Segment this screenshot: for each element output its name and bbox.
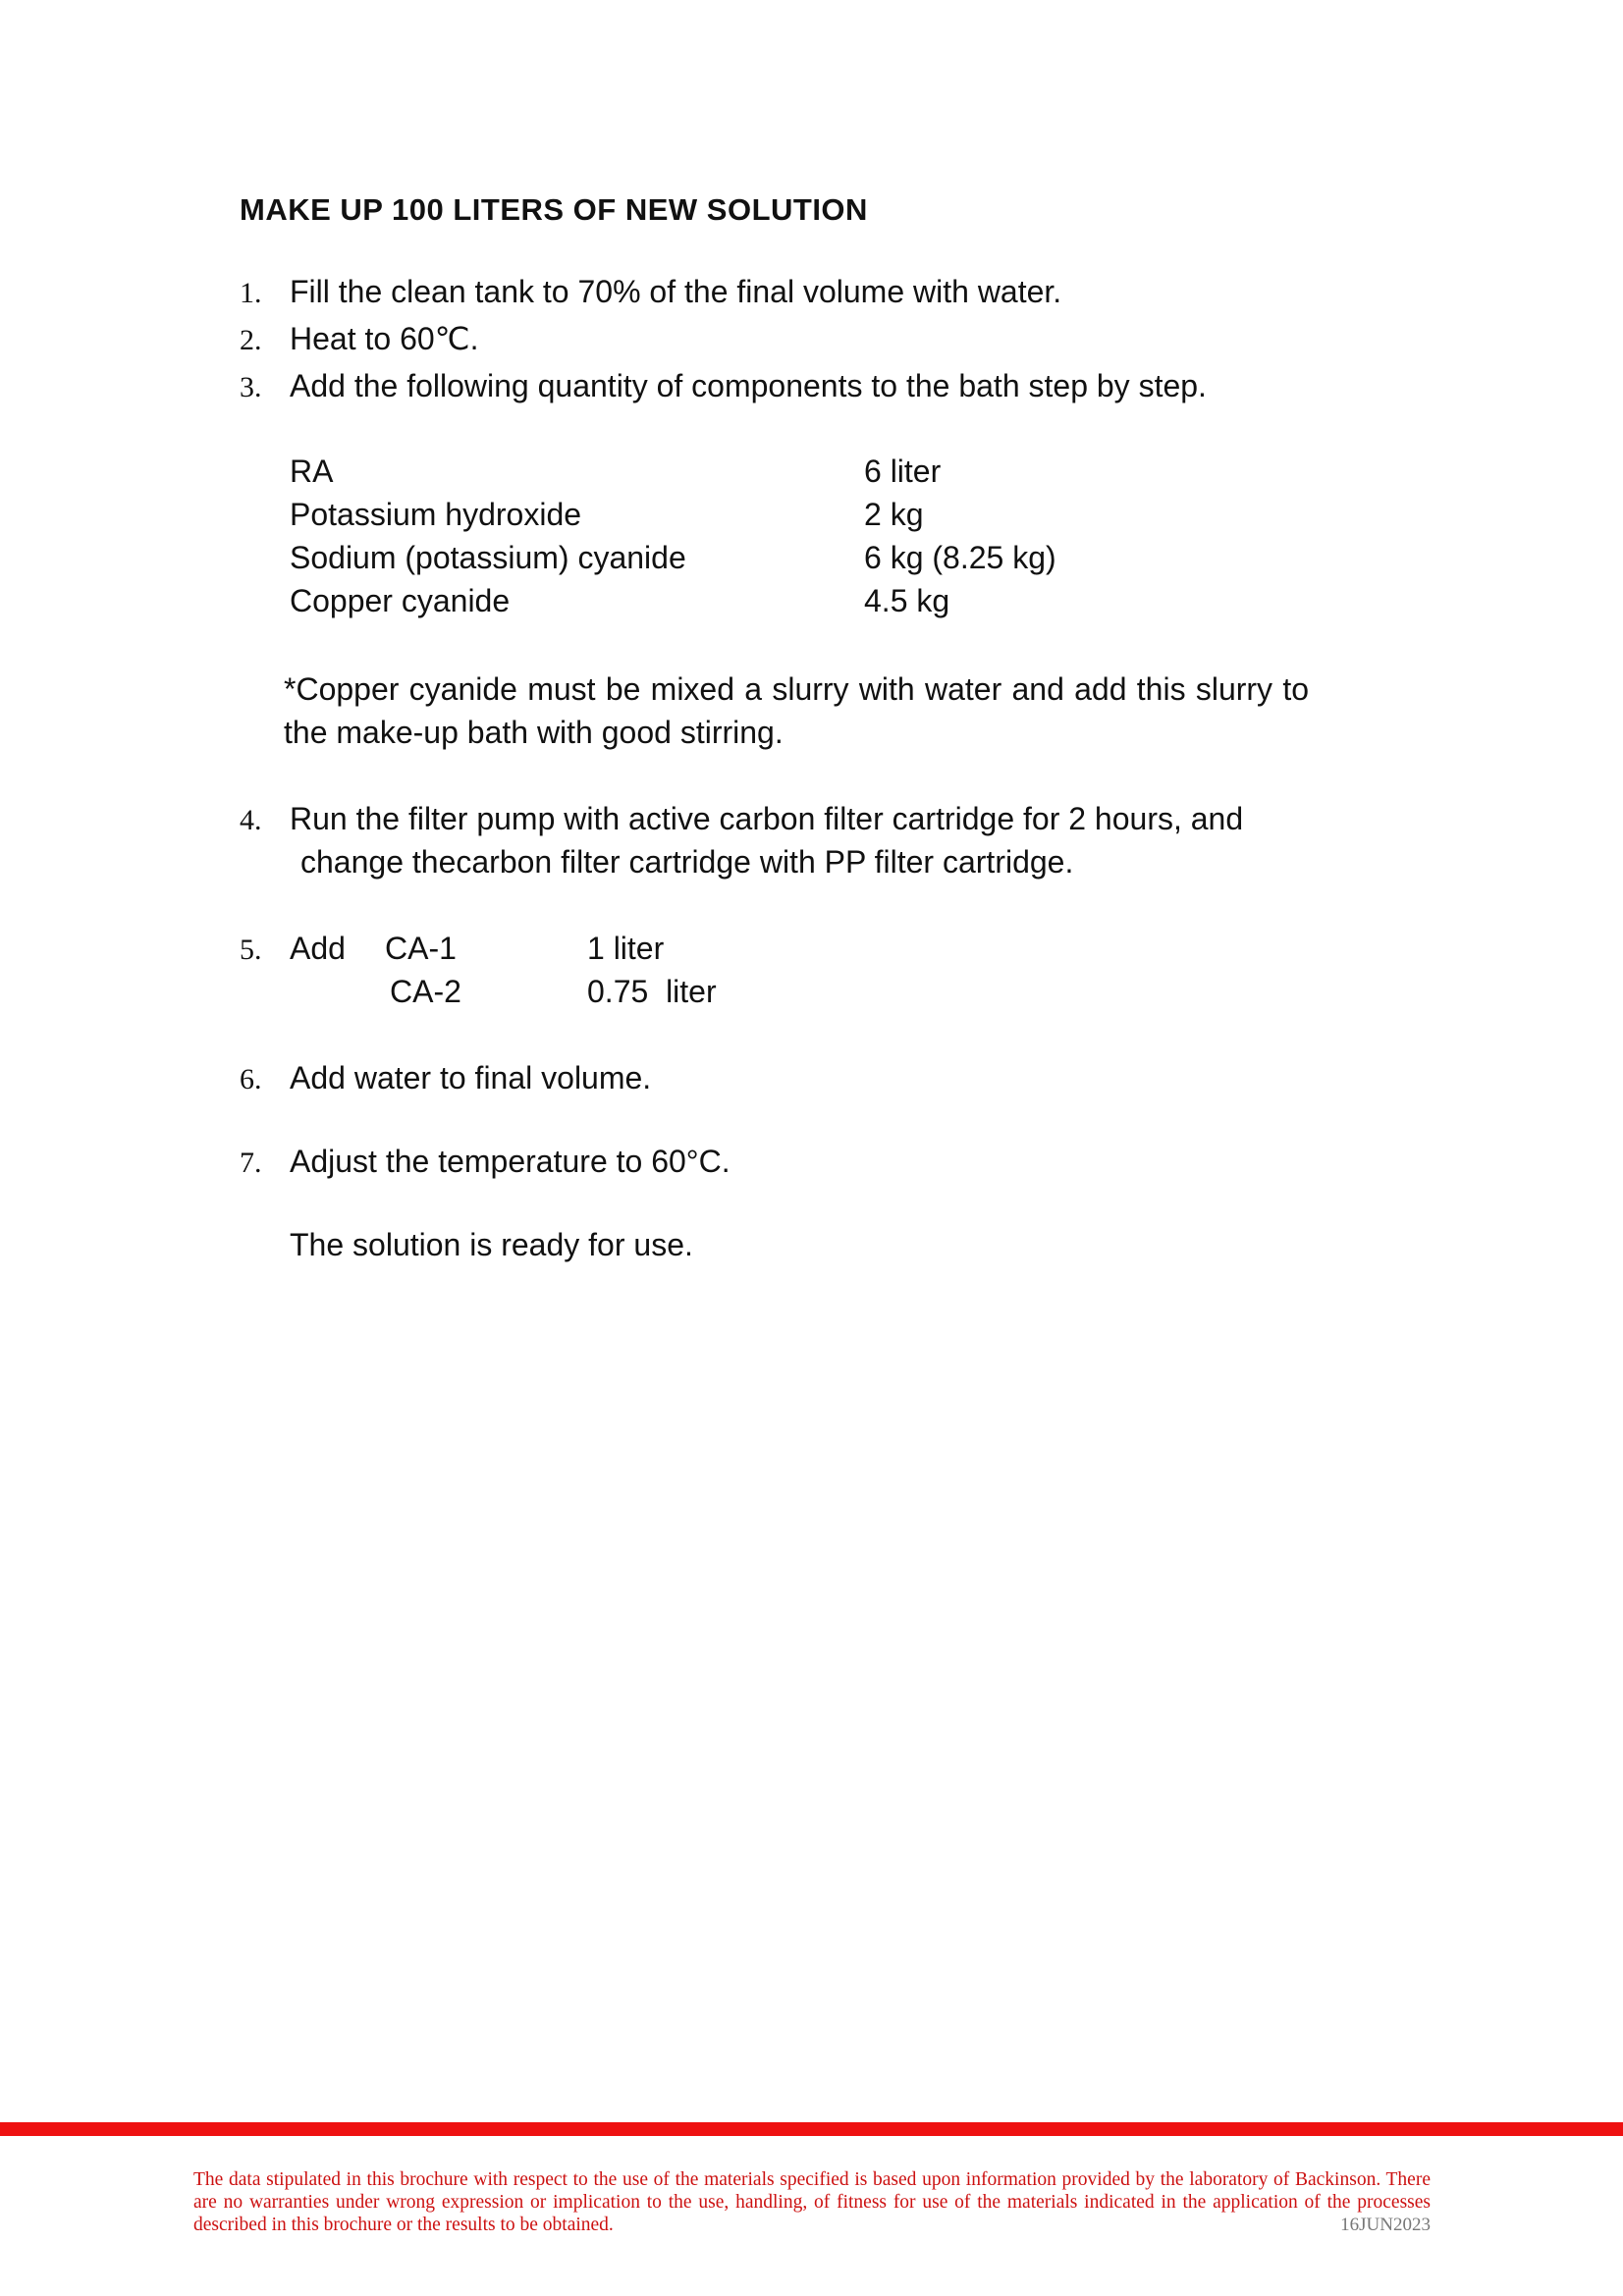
copper-cyanide-note: *Copper cyanide must be mixed a slurry with water and add this slurry to the make-up bath with good stirring. xyxy=(284,671,1309,750)
step-1 xyxy=(240,270,1061,315)
step-number: 6. xyxy=(240,1063,262,1095)
step-text: Add the following quantity of components to the bath step by step. xyxy=(290,368,1207,403)
additive-name: CA-2 xyxy=(390,974,461,1009)
component-name: Potassium hydroxide xyxy=(290,497,582,532)
step-4 xyxy=(240,797,1243,842)
step-4-continuation: change thecarbon filter cartridge with PP filter cartridge. xyxy=(300,844,1074,880)
components-table xyxy=(290,450,1056,622)
step-2 xyxy=(240,317,478,362)
component-quantity: 2 kg xyxy=(864,497,924,532)
component-row xyxy=(290,579,950,622)
step-text: Run the filter pump with active carbon filter cartridge for 2 hours, and xyxy=(290,801,1244,836)
component-quantity: 4.5 kg xyxy=(864,583,950,618)
footer-divider xyxy=(0,2122,1623,2136)
step-text: Add water to final volume. xyxy=(290,1060,652,1095)
step-6 xyxy=(240,1056,651,1101)
component-quantity: 6 kg (8.25 kg) xyxy=(864,540,1056,575)
additive-name: CA-1 xyxy=(385,931,457,966)
step-number: 7. xyxy=(240,1147,262,1179)
component-quantity: 6 liter xyxy=(864,454,942,489)
step-number: 1. xyxy=(240,277,262,309)
step-text: Heat to 60℃. xyxy=(290,321,479,356)
closing-statement: The solution is ready for use. xyxy=(290,1227,693,1262)
step-text: Adjust the temperature to 60°C. xyxy=(290,1144,730,1179)
page-title: MAKE UP 100 LITERS OF NEW SOLUTION xyxy=(240,192,868,227)
component-row xyxy=(290,536,1056,579)
step-number: 4. xyxy=(240,804,262,836)
additive-quantity: 1 liter xyxy=(587,931,665,966)
component-name: Sodium (potassium) cyanide xyxy=(290,540,686,575)
step-number: 2. xyxy=(240,324,262,356)
step-5 xyxy=(240,927,346,972)
additive-quantity: 0.75 liter xyxy=(587,974,717,1009)
component-row xyxy=(290,450,942,493)
step-number: 3. xyxy=(240,371,262,403)
footer-disclaimer: The data stipulated in this brochure with respect to the use of the materials specified is based upon information provided by the laboratory of Backinson. There are no warranties under wrong expression or implication to the use, handling, of fitness for use of the materials indicated in the application of the processes described in this brochure or the results to be obtained. xyxy=(193,2169,1431,2235)
component-row xyxy=(290,493,924,536)
component-name: Copper cyanide xyxy=(290,583,511,618)
step-number: 5. xyxy=(240,934,262,966)
step-text: Add xyxy=(290,931,346,966)
document-date: 16JUN2023 xyxy=(1340,2215,1431,2235)
component-name: RA xyxy=(290,454,334,489)
step-text: Fill the clean tank to 70% of the final volume with water. xyxy=(290,274,1062,309)
step-3 xyxy=(240,364,1207,409)
step-7 xyxy=(240,1140,730,1185)
